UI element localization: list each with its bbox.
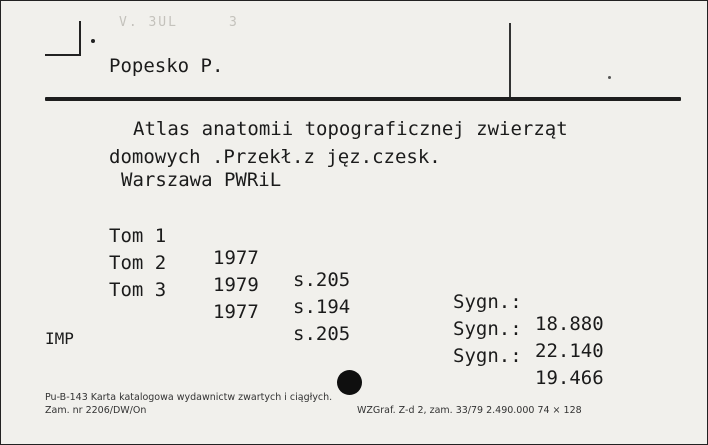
header-divider-vertical <box>509 23 511 99</box>
footer-form-line: Pu-B-143 Karta katalogowa wydawnictw zwartych i ciągłych. <box>45 392 333 403</box>
title-line-3: Warszawa PWRiL <box>121 169 282 191</box>
signature-label: Sygn.: <box>453 318 522 340</box>
signature-label: Sygn.: <box>453 291 522 313</box>
faded-header-text-b: 3 <box>229 15 237 30</box>
volume-number: Tom 3 <box>109 279 167 301</box>
stamp-imp: IMP <box>45 329 74 348</box>
ink-speck <box>608 76 611 79</box>
title-line-2: domowych .Przekł.z jęz.czesk. <box>109 146 441 168</box>
corner-mark-dot <box>91 39 95 43</box>
punch-hole <box>337 370 362 395</box>
signature-value: 19.466 <box>535 367 604 389</box>
volume-number: Tom 2 <box>109 252 167 274</box>
volume-year: 1977 <box>213 301 259 323</box>
volume-number: Tom 1 <box>109 225 167 247</box>
header-rule <box>45 97 681 101</box>
author-name: Popesko P. <box>109 55 224 77</box>
volume-pages: s.205 <box>293 323 351 345</box>
volume-year: 1979 <box>213 274 259 296</box>
corner-mark-horizontal <box>45 54 81 56</box>
signature-value: 22.140 <box>535 340 604 362</box>
footer-printer-info: WZGraf. Z-d 2, zam. 33/79 2.490.000 74 × 128 <box>357 405 582 416</box>
signature-value: 18.880 <box>535 313 604 335</box>
signature-label: Sygn.: <box>453 345 522 367</box>
volume-pages: s.194 <box>293 296 351 318</box>
corner-mark-vertical <box>79 21 81 55</box>
title-line-1: Atlas anatomii topograficznej zwierząt <box>133 118 568 140</box>
volume-pages: s.205 <box>293 269 351 291</box>
faded-header-text: V. 3UL <box>119 15 178 30</box>
footer-order-number: Zam. nr 2206/DW/On <box>45 405 147 416</box>
volume-year: 1977 <box>213 247 259 269</box>
